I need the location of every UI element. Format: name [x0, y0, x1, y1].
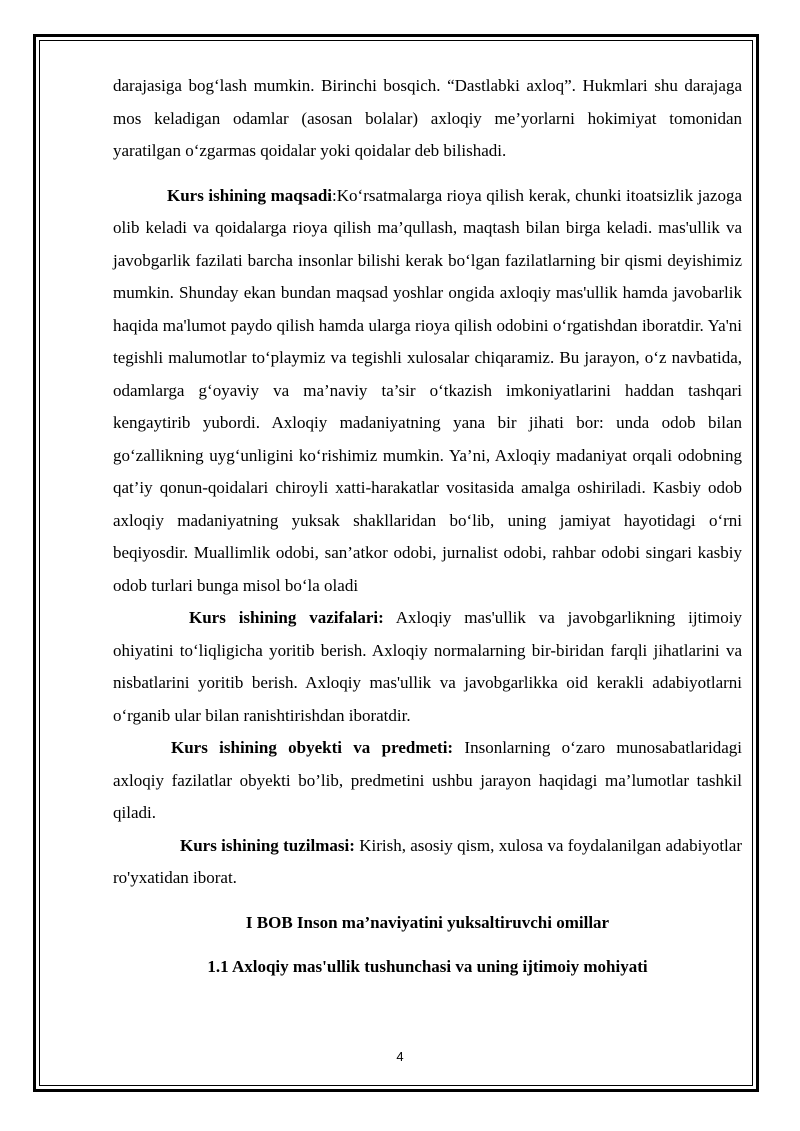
paragraph-intro: darajasiga bog‘lash mumkin. Birinchi bosqich. “Dastlabki axloq”. Hukmlari shu darajaga mos keladigan odamlar (asosan bolalar) axloqiy me’yorlarni hokimiyat tomonidan yaratilgan o‘zgarmas qoidalar yoki qoidalar deb bilishadi.: [113, 76, 742, 160]
chapter-heading: I BOB Inson ma’naviyatini yuksaltiruvchi omillar: [245, 912, 610, 932]
tasks-text: Axloqiy mas'ullik va javobgarlikning ijtimoiy ohiyatini to‘liqligicha yoritib berish. Axloqiy normalarning bir-biridan farqli jihatlarini va nisbatlarini yoritib berish. Axloqiy mas'ullik va javobgarlikka oid kerakli adabiyotlarni o‘rganib ular bilan ranishtirishdan iboratdir.: [113, 608, 742, 725]
object-text: Insonlarning o‘zaro munosabatlaridagi axloqiy fazilatlar obyekti bo’lib, predmetini ushbu jarayon haqidagi ma’lumotlar tashkil qiladi.: [113, 738, 742, 822]
section-heading: 1.1 Axloqiy mas'ullik tushunchasi va uning ijtimoiy mohiyati: [207, 957, 648, 976]
goal-label: Kurs ishining maqsadi: [167, 185, 333, 205]
structure-text: Kirish, asosiy qism, xulosa va foydalanilgan adabiyotlar ro'yxatidan iborat.: [113, 835, 742, 887]
structure-label: Kurs ishining tuzilmasi:: [180, 835, 355, 855]
page-number: 4: [396, 1049, 404, 1064]
object-label: Kurs ishining obyekti va predmeti:: [171, 738, 454, 757]
paragraph-structure: [113, 830, 742, 895]
document-body: [113, 70, 742, 984]
tasks-label: Kurs ishining vazifalari:: [189, 608, 384, 627]
goal-text: :Ko‘rsatmalarga rioya qilish kerak, chunki itoatsizlik jazoga olib keladi va qoidalarga rioya qilish ma’qullash, maqtash bilan birga keladi. mas'ullik va javobgarlik fazilati barcha insonlar bilishi kerak bo‘lgan fazilatlarning bir qismi deyishimiz mumkin. Shunday ekan bundan maqsad yoshlar ongida axloqiy mas'ullik hamda javobarlik haqida ma'lumot paydo qilish hamda ularga rioya qilish odobini o‘rgatishdan iboratdir. Ya'ni tegishli malumotlar to‘playmiz va tegishli xulosalar chiqaramiz. Bu jarayon, o‘z navbatida, odamlarga g‘oyaviy va ma’naviy ta’sir o‘tkazish imkoniyatlarini haddan tashqari kengaytirib yubordi. Axloqiy madaniyatning yana bir jihati bor: unda odob bilan go‘zallikning uyg‘unligini ko‘rishimiz mumkin. Ya’ni, Axloqiy madaniyat orqali odobning qat’iy qonun-qoidalari chiroyli xatti-harakatlar vositasida amalga oshiriladi. Kasbiy odob axloqiy madaniyatning yuksak shakllaridan bo‘lib, uning jamiyat hayotidagi o‘rni beqiyosdir. Muallimlik odobi, san’atkor odobi, jurnalist odobi, rahbar odobi singari kasbiy odob turlari bunga misol bo‘la oladi: [113, 185, 742, 595]
paragraph-tasks: [113, 602, 742, 732]
paragraph-goal: [113, 180, 742, 603]
paragraph-object: [113, 732, 742, 830]
